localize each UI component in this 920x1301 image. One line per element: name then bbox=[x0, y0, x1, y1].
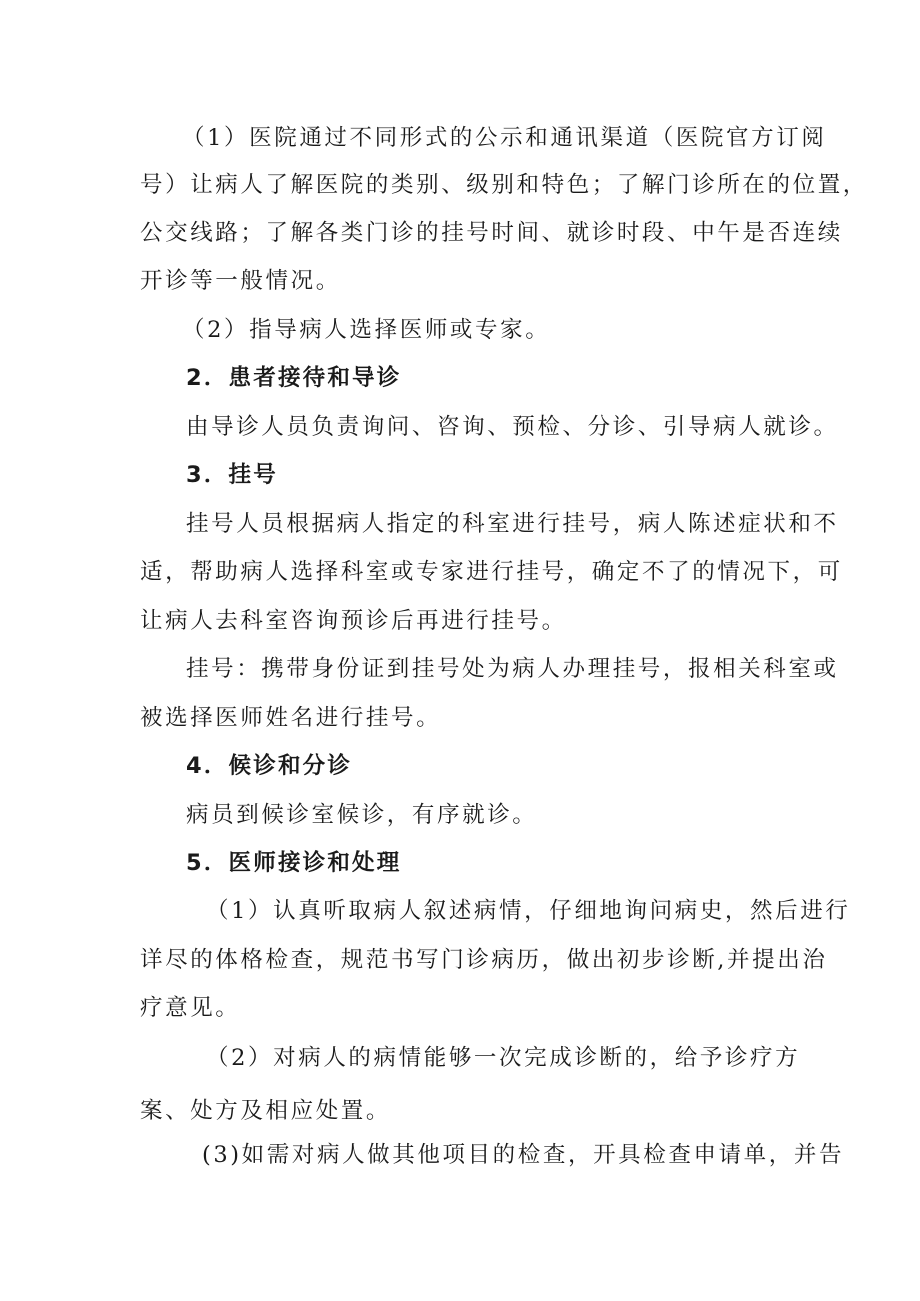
paragraph-line: 被选择医师姓名进行挂号。 bbox=[140, 705, 442, 731]
paragraph-line: 挂号人员根据病人指定的科室进行挂号，病人陈述症状和不 bbox=[186, 511, 839, 537]
paragraph-line: 适，帮助病人选择科室或专家进行挂号，确定不了的情况下，可 bbox=[140, 559, 843, 585]
paragraph-line: （2）对病人的病情能够一次完成诊断的，给予诊疗方 bbox=[206, 1045, 801, 1071]
paragraph-line: （1）医院通过不同形式的公示和通讯渠道（医院官方订阅 bbox=[182, 125, 827, 151]
paragraph-line: （2）指导病人选择医师或专家。 bbox=[182, 317, 551, 343]
paragraph-line: 让病人去科室咨询预诊后再进行挂号。 bbox=[140, 608, 567, 634]
paragraph-line: 挂号：携带身份证到挂号处为病人办理挂号，报相关科室或 bbox=[186, 656, 839, 682]
section-heading: 2．患者接待和导诊 bbox=[186, 365, 402, 391]
section-heading: 5．医师接诊和处理 bbox=[186, 850, 402, 876]
paragraph-line: 详尽的体格检查，规范书写门诊病历，做出初步诊断,并提出治 bbox=[140, 947, 828, 973]
paragraph-line: 由导诊人员负责询问、咨询、预检、分诊、引导病人就诊。 bbox=[186, 414, 839, 440]
paragraph-line: 病员到候诊室候诊，有序就诊。 bbox=[186, 802, 538, 828]
paragraph-line: 疗意见。 bbox=[140, 995, 241, 1021]
section-heading: 4．候诊和分诊 bbox=[186, 753, 353, 779]
paragraph-line: （1）认真听取病人叙述病情，仔细地询问病史，然后进行 bbox=[206, 898, 851, 924]
section-heading: 3．挂号 bbox=[186, 462, 278, 488]
paragraph-line: 号）让病人了解医院的类别、级别和特色；了解门诊所在的位置， bbox=[140, 172, 868, 198]
paragraph-line: 公交线路；了解各类门诊的挂号时间、就诊时段、中午是否连续 bbox=[140, 220, 843, 246]
paragraph-line: 开诊等一般情况。 bbox=[140, 268, 341, 294]
paragraph-line: (3)如需对病人做其他项目的检查，开具检查申请单，并告 bbox=[202, 1142, 845, 1168]
paragraph-line: 案、处方及相应处置。 bbox=[140, 1098, 392, 1124]
